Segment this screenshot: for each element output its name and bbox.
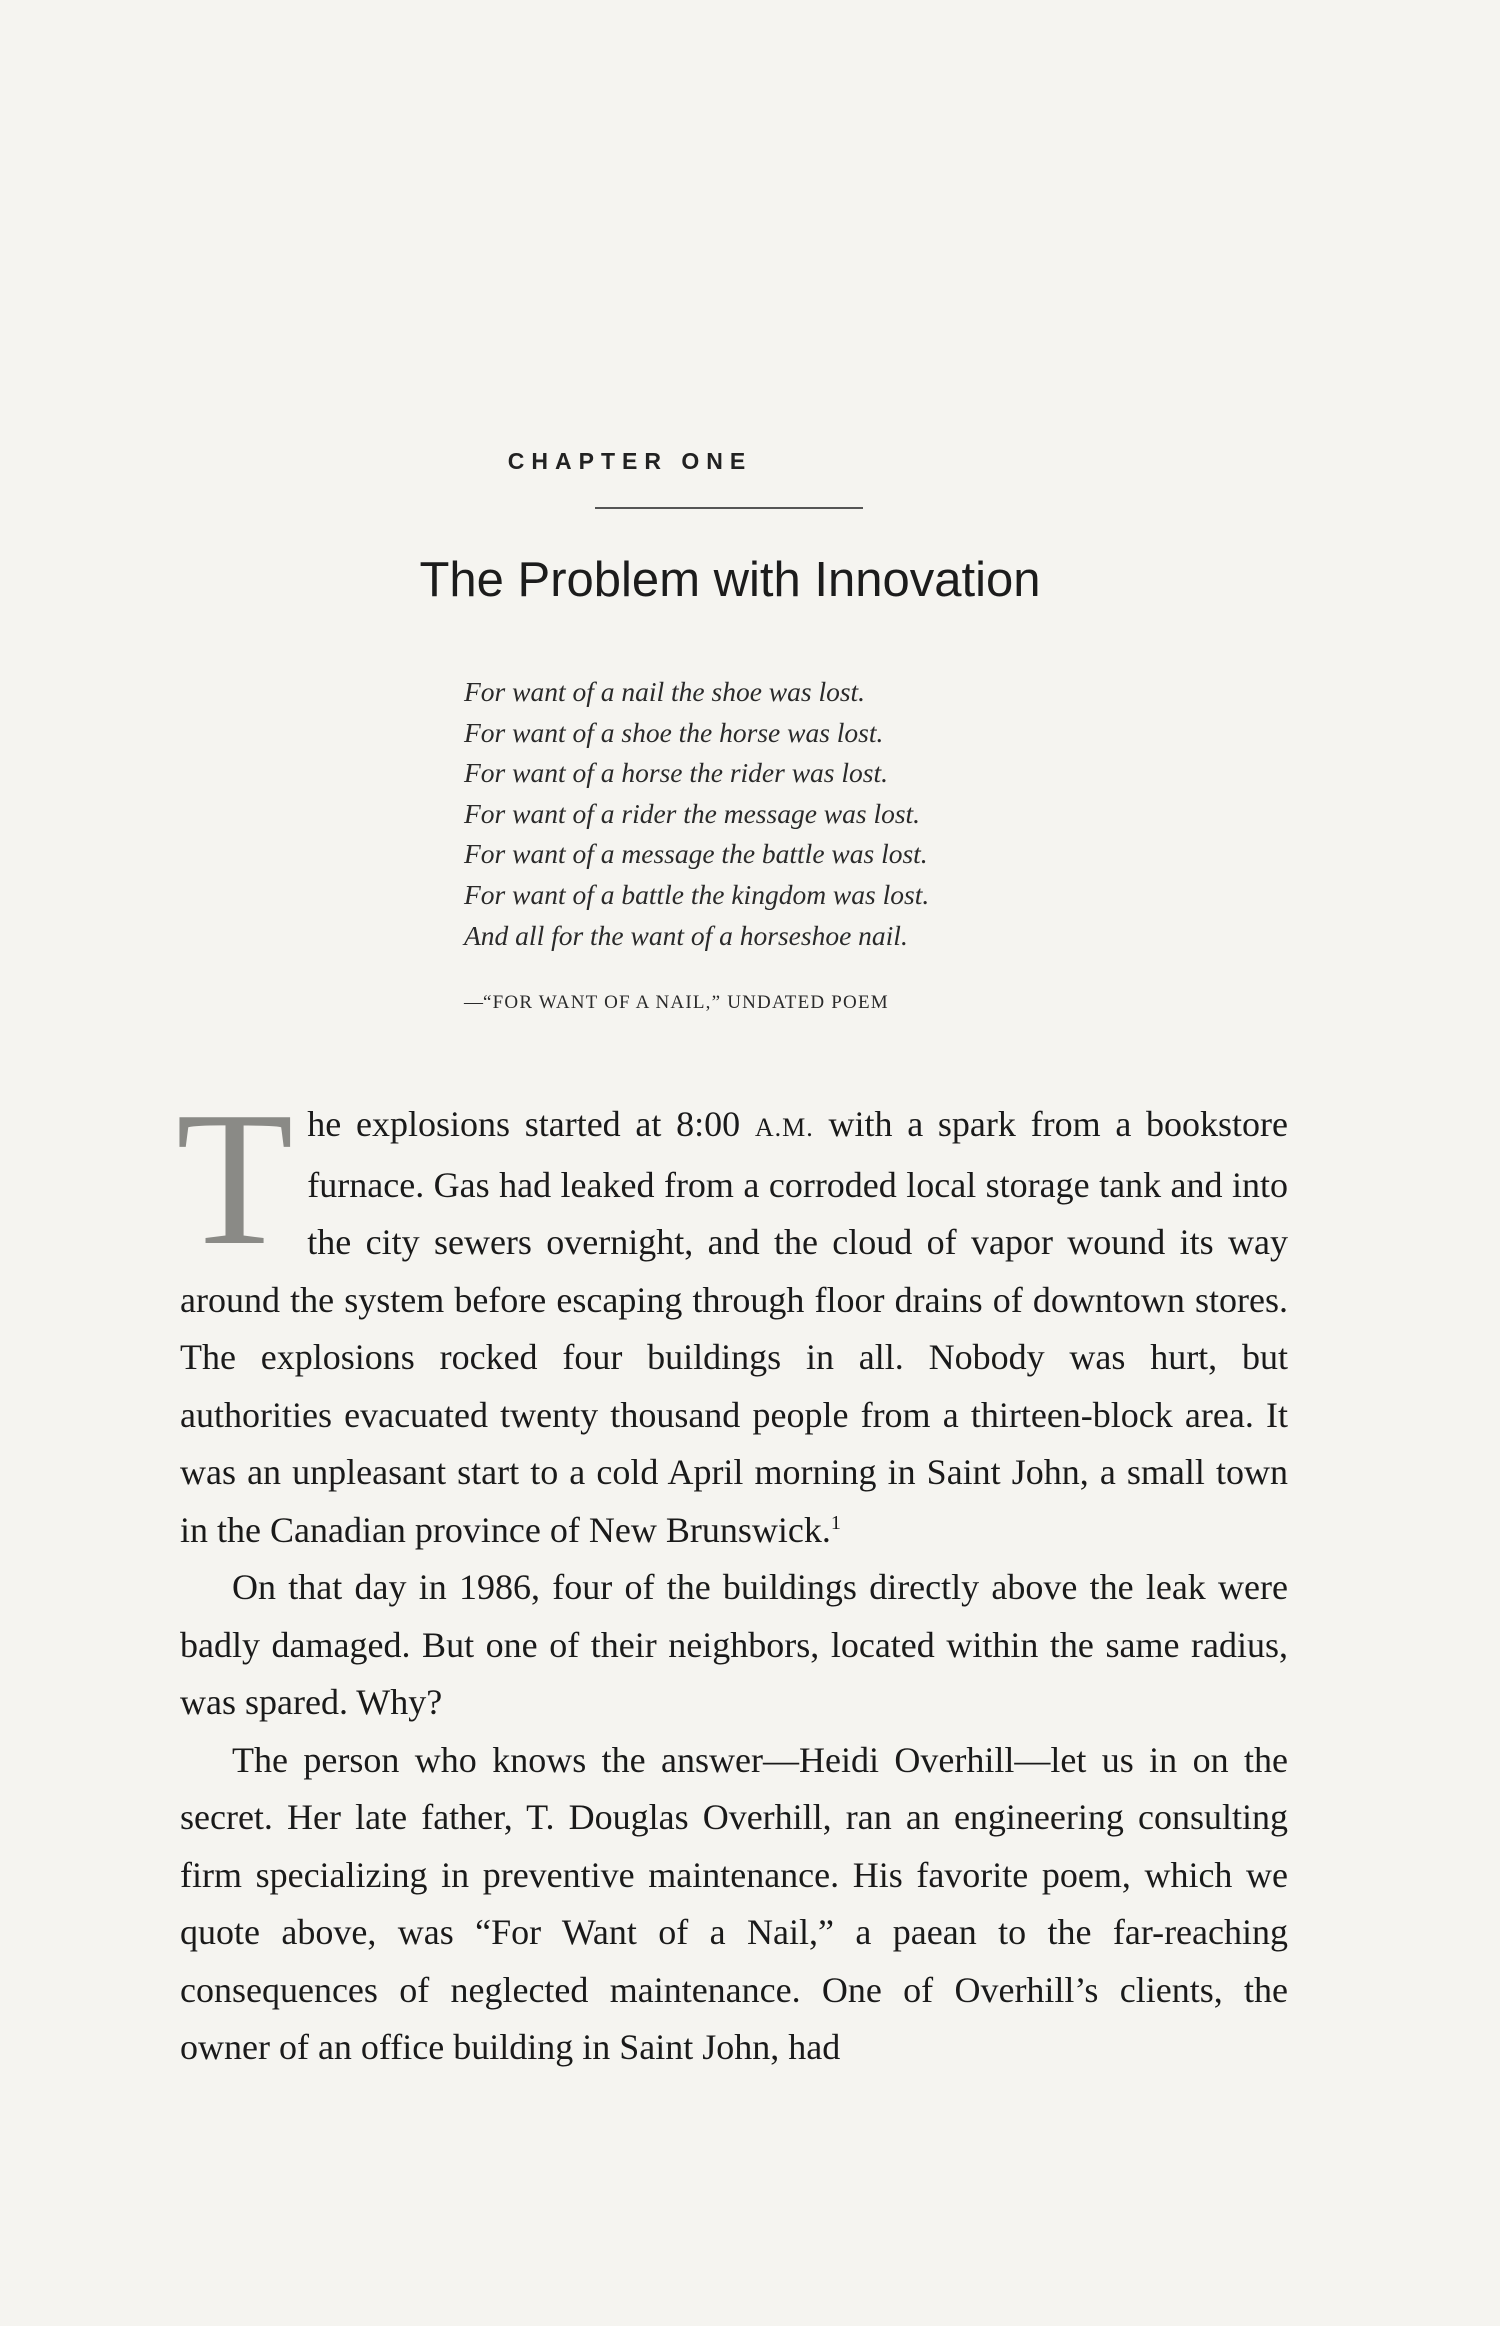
epigraph-line: For want of a shoe the horse was lost.	[464, 716, 884, 748]
epigraph-line: For want of a battle the kingdom was lost.	[464, 878, 930, 910]
epigraph-line: For want of a message the battle was lost.	[464, 838, 928, 870]
paragraph-1	[176, 1072, 1288, 1559]
epigraph-line: For want of a horse the rider was lost.	[464, 757, 888, 789]
footnote-reference[interactable]: 1	[830, 1511, 841, 1534]
attribution-dash: —	[464, 992, 483, 1013]
attribution-text: “FOR WANT OF A NAIL,” UNDATED POEM	[483, 992, 889, 1013]
paragraph-3: The person who knows the answer—Heidi Overhill—let us in on the secret. Her late father, T. Douglas Overhill, ran an engineering consulting firm specializing in preventive maintenance. His favorite poem, which we quote above, was “For Want of a Nail,” a paean to the far-reaching consequences of neglected maintenance. One of Overhill’s clients, the owner of an office building in Saint John, had	[180, 1739, 1288, 2067]
epigraph-line: For want of a nail the shoe was lost.	[464, 676, 866, 707]
drop-cap: T	[176, 1072, 294, 1285]
epigraph-line: And all for the want of a horseshoe nail.	[464, 919, 908, 951]
paragraph-1-text-b: with a spark from a bookstore furnace. Gas had leaked from a corroded local storage tank and into the city sewers overnight, and the cloud of vapor wound its way around the system before escaping through floor drains of downtown stores. The explosions rocked four buildings in all. Nobody was hurt, but authorities evacuated twenty thousand people from a thirteen-block area. It was an unpleasant start to a cold April morning in Saint John, a small town in the Canadian province of New Brunswick.	[180, 1104, 1288, 1550]
chapter-title: The Problem with Innovation	[419, 553, 1041, 607]
epigraph-line: For want of a rider the message was lost.	[464, 797, 921, 829]
chapter-divider	[595, 507, 863, 509]
paragraph-1-text-a: he explosions started at 8:00	[307, 1104, 755, 1144]
paragraph-2: On that day in 1986, four of the buildings directly above the leak were badly damaged. But one of their neighbors, located within the same radius, was spared. Why?	[180, 1567, 1288, 1722]
chapter-label: CHAPTER ONE	[507, 448, 753, 474]
epigraph-attribution	[464, 992, 889, 1014]
body-text	[176, 1072, 1288, 2077]
time-am: A.M.	[754, 1113, 814, 1142]
epigraph	[464, 672, 1164, 956]
